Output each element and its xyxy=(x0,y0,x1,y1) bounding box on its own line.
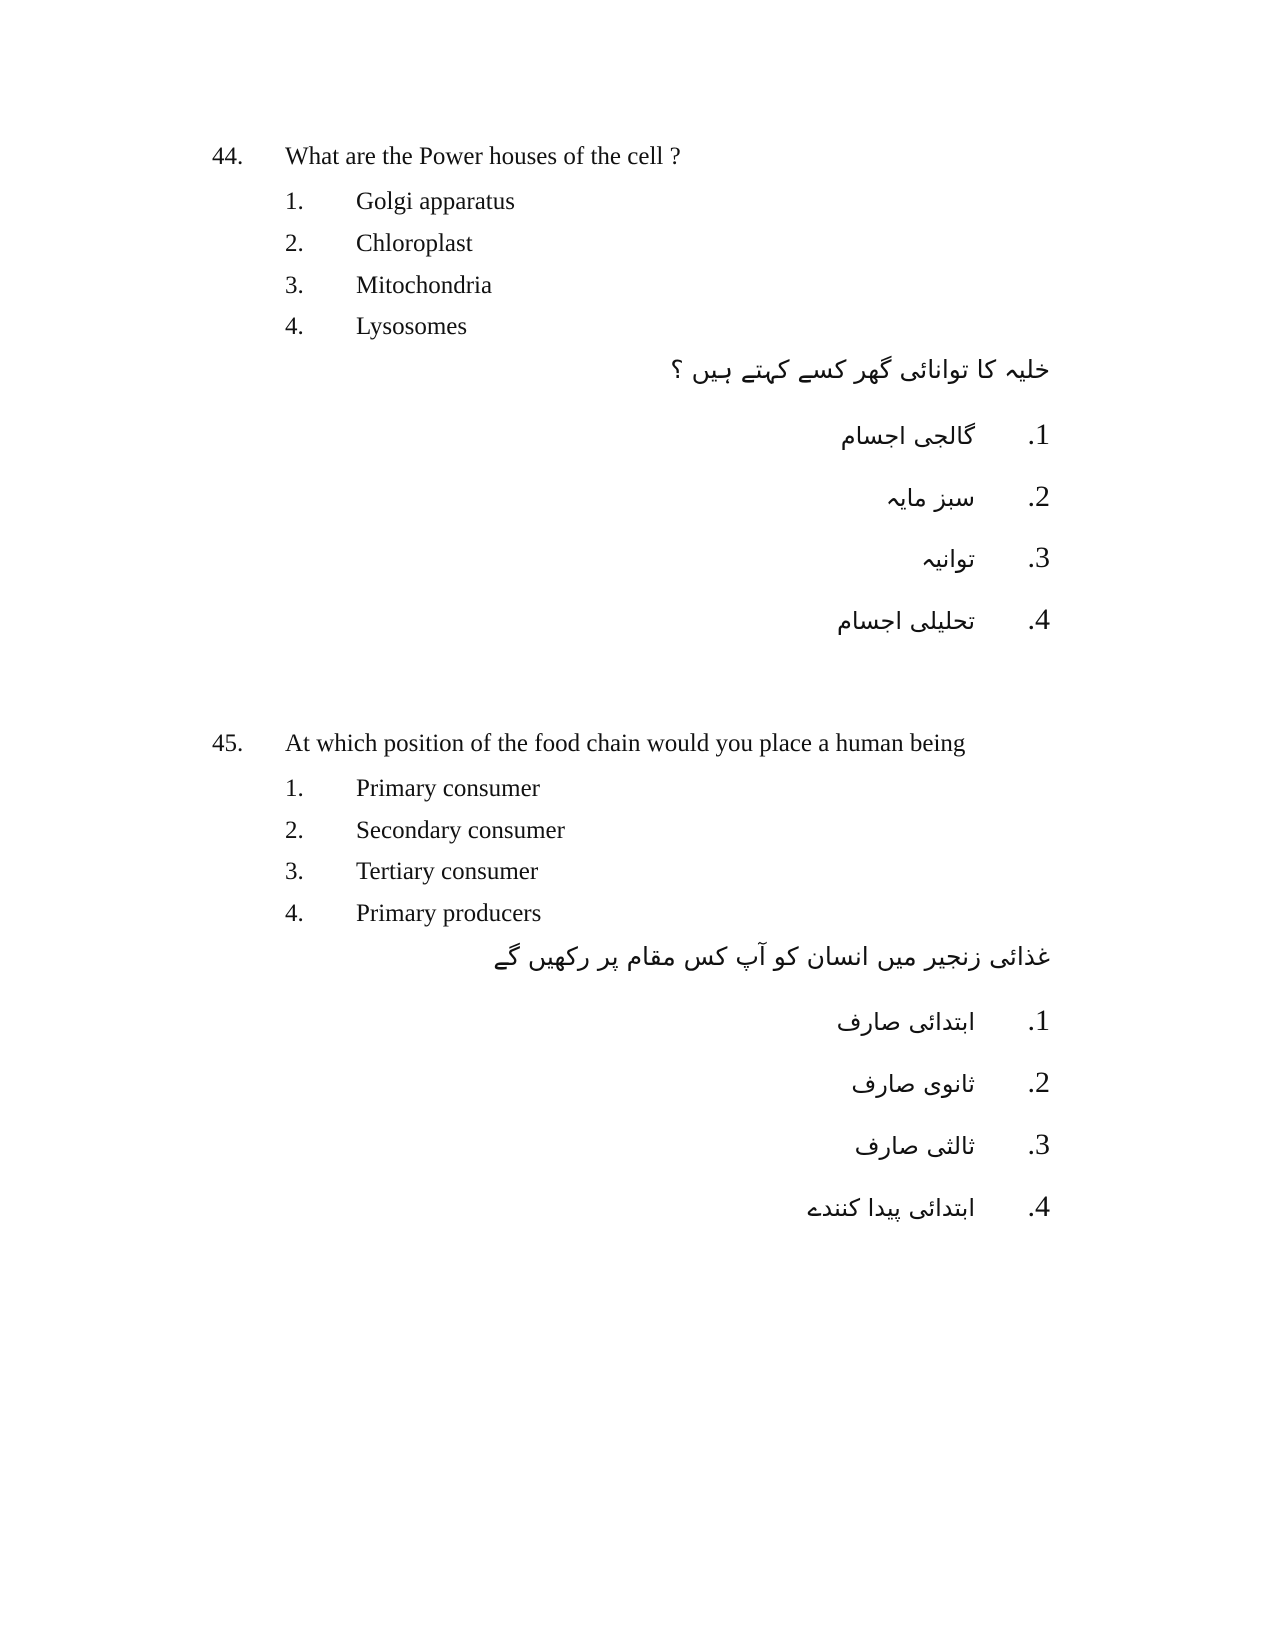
option-number: 2. xyxy=(285,817,304,844)
urdu-option-number: .3 xyxy=(1027,541,1050,574)
option-text: Primary consumer xyxy=(356,775,540,802)
urdu-option xyxy=(650,603,1050,643)
option-number: 4. xyxy=(285,900,304,927)
question-text: At which position of the food chain would you place a human being xyxy=(285,730,966,757)
option-number: 1. xyxy=(285,775,304,802)
urdu-question-text: خلیہ کا توانائی گھر کسے کہتے ہیں ؟ xyxy=(670,355,1050,384)
urdu-option-text: ابتدائی صارف xyxy=(836,1008,975,1036)
option-text: Mitochondria xyxy=(356,272,493,299)
option-text: Primary producers xyxy=(356,900,542,927)
urdu-option-text: سبز مایہ xyxy=(885,484,975,512)
urdu-option xyxy=(650,1190,1050,1230)
urdu-option xyxy=(650,418,1050,458)
urdu-option-text: ابتدائی پیدا کنندے xyxy=(807,1194,975,1222)
option-number: 3. xyxy=(285,272,304,299)
option-number: 4. xyxy=(285,313,304,340)
question-text: What are the Power houses of the cell ? xyxy=(285,143,681,170)
option-text: Tertiary consumer xyxy=(356,858,539,885)
question-number: 45. xyxy=(212,730,244,757)
option-number: 1. xyxy=(285,188,304,215)
urdu-option xyxy=(650,541,1050,581)
option-text: Golgi apparatus xyxy=(356,188,515,215)
option-text: Secondary consumer xyxy=(356,817,565,844)
urdu-option xyxy=(650,480,1050,520)
urdu-option-text: توانیہ xyxy=(921,545,975,573)
urdu-option-number: .1 xyxy=(1027,418,1050,451)
urdu-option-number: .4 xyxy=(1027,1190,1050,1223)
urdu-option-number: .2 xyxy=(1027,1066,1050,1099)
urdu-question-text: غذائی زنجیر میں انسان کو آپ کس مقام پر رکھیں گے xyxy=(493,942,1050,971)
option-number: 2. xyxy=(285,230,304,257)
option-number: 3. xyxy=(285,858,304,885)
urdu-option-text: گالجی اجسام xyxy=(840,422,975,450)
urdu-option-text: ثالثی صارف xyxy=(854,1132,975,1160)
urdu-option-text: ثانوی صارف xyxy=(851,1070,975,1098)
option-text: Lysosomes xyxy=(356,313,468,340)
urdu-option-number: .1 xyxy=(1027,1004,1050,1037)
urdu-option-number: .3 xyxy=(1027,1128,1050,1161)
urdu-option xyxy=(650,1128,1050,1168)
question-number: 44. xyxy=(212,143,244,170)
urdu-option-number: .2 xyxy=(1027,480,1050,513)
urdu-option xyxy=(650,1004,1050,1044)
urdu-option-text: تحلیلی اجسام xyxy=(836,607,975,635)
option-text: Chloroplast xyxy=(356,230,473,257)
urdu-option-number: .4 xyxy=(1027,603,1050,636)
urdu-option xyxy=(650,1066,1050,1106)
